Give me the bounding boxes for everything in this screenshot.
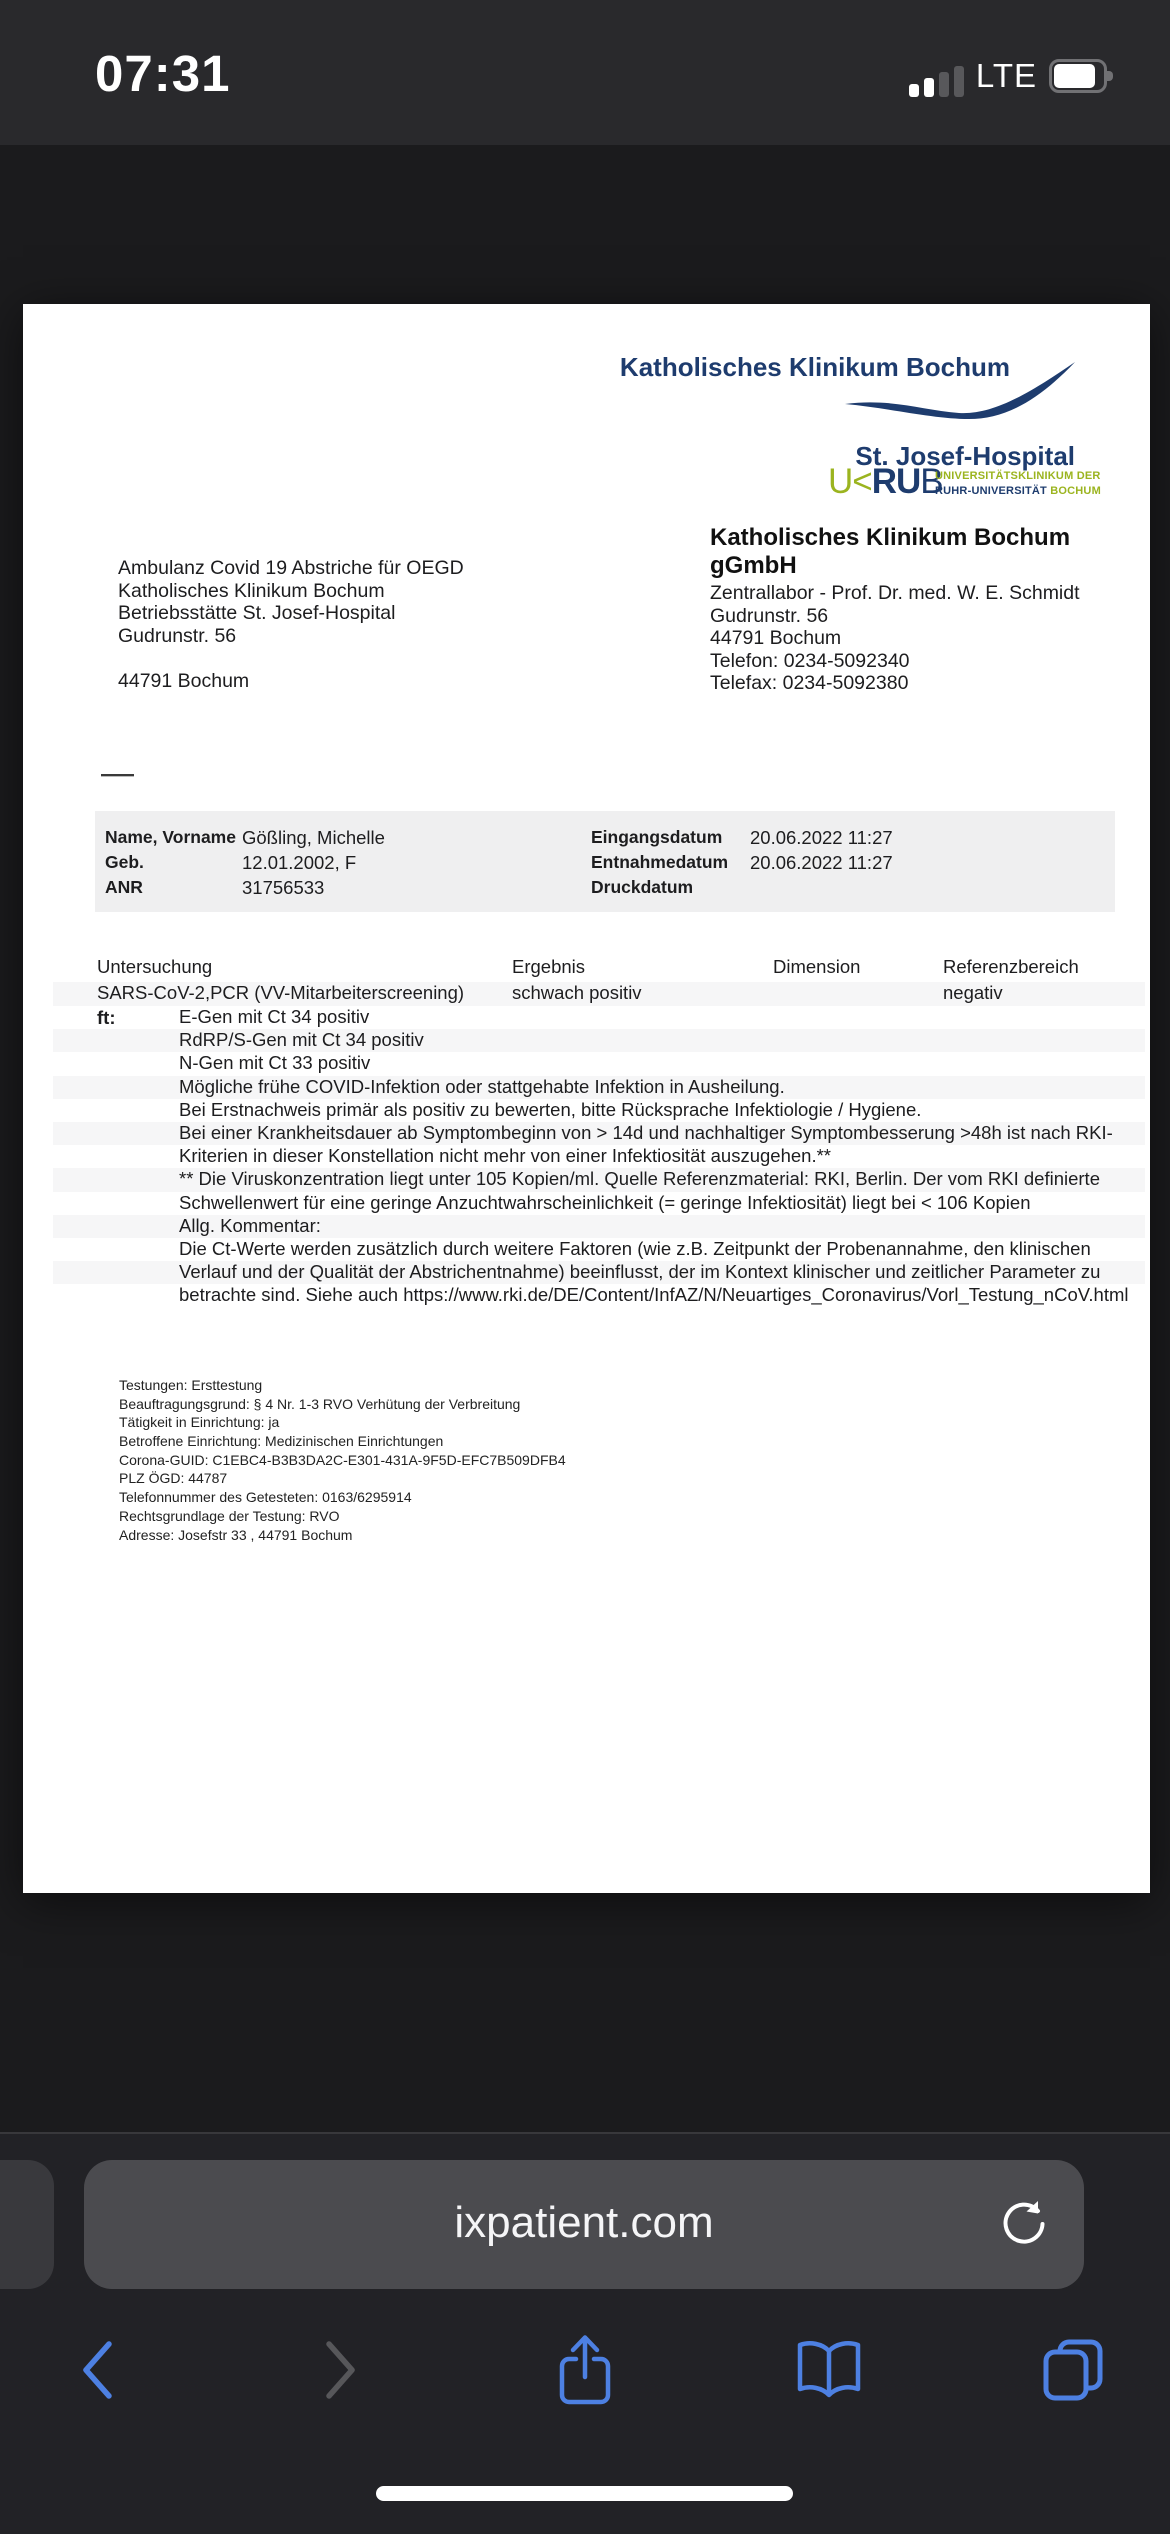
share-icon	[556, 2333, 614, 2407]
patient-label: ANR	[105, 877, 143, 897]
logo-swoosh-icon	[841, 358, 1079, 422]
hospital-name: St. Josef-Hospital	[855, 441, 1075, 471]
patient-label2: Entnahmedatum	[591, 852, 729, 872]
footnote-line: Mögliche frühe COVID-Infektion oder stattgehabte Infektion in Ausheilung.	[53, 1076, 1145, 1099]
col-untersuchung: Untersuchung	[97, 956, 213, 977]
footnote-line: Verlauf und der Qualität der Abstrichentnahme) beeinflusst, der im Kontext klinischer und zeitlicher Parameter zu	[53, 1261, 1145, 1284]
metadata-line: Telefonnummer des Getesteten: 0163/6295914	[119, 1489, 412, 1506]
patient-label: Geb.	[105, 852, 144, 872]
footnote-line: Schwellenwert für eine geringe Anzuchtwahrscheinlichkeit (= geringe Infektiosität) liegt bei < 106 Kopien	[179, 1191, 1031, 1213]
recipient-address-line: Ambulanz Covid 19 Abstriche für OEGD	[118, 557, 464, 579]
patient-row	[95, 852, 1115, 877]
previous-tab-sliver[interactable]	[0, 2160, 54, 2289]
cellular-signal-icon	[909, 55, 964, 97]
result-footnote-block	[53, 1006, 1145, 1307]
footnote-line: Die Ct-Werte werden zusätzlich durch weitere Faktoren (wie z.B. Zeitpunkt der Probenannahme, den klinischen	[179, 1237, 1091, 1259]
address-bar[interactable]	[84, 2160, 1084, 2289]
result-referenzbereich: negativ	[943, 982, 1003, 1003]
bookmarks-button[interactable]	[794, 2334, 864, 2406]
patient-value: 31756533	[242, 877, 325, 898]
metadata-line: Rechtsgrundlage der Testung: RVO	[119, 1507, 340, 1524]
col-referenzbereich: Referenzbereich	[943, 956, 1079, 977]
company-heading: Katholisches Klinikum Bochum gGmbH	[710, 524, 1071, 579]
metadata-line: Testungen: Ersttestung	[119, 1377, 263, 1393]
ukrub-logo-text: UNIVERSITÄTSKLINIKUM DER RUHR-UNIVERSITÄT BOCHUM	[935, 470, 1101, 497]
result-row	[53, 982, 1145, 1006]
patient-value2: 20.06.2022 11:27	[750, 852, 893, 873]
fold-mark	[101, 774, 134, 777]
back-button[interactable]	[62, 2334, 132, 2406]
network-type-label: LTE	[975, 57, 1037, 94]
lab-address-block	[710, 582, 1080, 695]
metadata-line: Adresse: Josefstr 33 , 44791 Bochum	[119, 1526, 353, 1543]
book-icon	[796, 2339, 862, 2401]
patient-value: 12.01.2002, F	[242, 852, 357, 873]
lab-address-line: Telefax: 0234-5092380	[710, 672, 909, 694]
footnote-line: RdRP/S-Gen mit Ct 34 positiv	[53, 1029, 1145, 1052]
url-text[interactable]: ixpatient.com	[454, 2198, 714, 2247]
safari-bottom-toolbar	[0, 2132, 1170, 2534]
metadata-line: Tätigkeit in Einrichtung: ja	[119, 1414, 280, 1431]
metadata-line: Betroffene Einrichtung: Medizinischen Einrichtungen	[119, 1433, 444, 1450]
footnote-line: Bei einer Krankheitsdauer ab Symptombeginn von > 14d und nachhaltiger Symptombesserung >48h ist nach RKI-	[53, 1122, 1145, 1145]
recipient-address-line	[118, 647, 464, 670]
patient-label2: Druckdatum	[591, 877, 694, 897]
chevron-left-icon	[86, 2344, 109, 2396]
lab-address-line: Zentrallabor - Prof. Dr. med. W. E. Schmidt	[710, 582, 1080, 604]
signal-bar-1	[909, 84, 919, 97]
metadata-line: Beauftragungsgrund: § 4 Nr. 1-3 RVO Verhütung der Verbreitung	[119, 1395, 521, 1412]
battery-icon	[1049, 59, 1115, 93]
col-ergebnis: Ergebnis	[512, 956, 586, 977]
signal-bar-4	[954, 66, 964, 97]
reload-icon[interactable]	[998, 2198, 1050, 2250]
footnote-line: N-Gen mit Ct 33 positiv	[179, 1052, 371, 1074]
patient-value2: 20.06.2022 11:27	[750, 827, 893, 848]
patient-label: Name, Vorname	[105, 827, 236, 847]
recipient-address-line: 44791 Bochum	[118, 669, 250, 692]
battery-fill	[1054, 64, 1095, 88]
footnote-line: E-Gen mit Ct 34 positiv	[179, 1006, 370, 1027]
footnote-label: ft:	[97, 1007, 116, 1028]
forward-button[interactable]	[306, 2334, 376, 2406]
result-ergebnis: schwach positiv	[512, 982, 642, 1003]
toolbar-buttons-row	[62, 2334, 1108, 2406]
tabs-icon	[1042, 2338, 1104, 2402]
recipient-address-line: Betriebsstätte St. Josef-Hospital	[118, 602, 396, 624]
patient-value: Gößling, Michelle	[242, 827, 385, 848]
clinic-logo-wordmark: Katholisches Klinikum Bochum	[619, 352, 1010, 382]
status-right-cluster	[909, 55, 1115, 97]
status-bar	[0, 0, 1170, 145]
col-dimension: Dimension	[773, 956, 861, 977]
pdf-document-page[interactable]	[23, 304, 1150, 1893]
test-metadata-block	[119, 1376, 566, 1544]
result-untersuchung: SARS-CoV-2,PCR (VV-Mitarbeiterscreening)	[97, 982, 465, 1003]
patient-info-box	[95, 811, 1115, 912]
footnote-line: Bei Erstnachweis primär als positiv zu bewerten, bitte Rücksprache Infektiologie / Hygiene.	[179, 1098, 922, 1120]
patient-row	[95, 877, 1115, 902]
tabs-button[interactable]	[1038, 2334, 1108, 2406]
recipient-address-block	[118, 557, 464, 692]
recipient-address-line: Katholisches Klinikum Bochum	[118, 579, 385, 602]
status-time: 07:31	[95, 45, 231, 102]
results-header-row	[23, 956, 1150, 980]
lab-address-line: 44791 Bochum	[710, 627, 842, 649]
lab-address-line: Gudrunstr. 56	[710, 604, 829, 627]
signal-bar-2	[924, 78, 934, 97]
patient-row	[95, 827, 1115, 852]
metadata-line: Corona-GUID: C1EBC4-B3B3DA2C-E301-431A-9F5D-EFC7B509DFB4	[119, 1451, 566, 1468]
ukrub-logo: U<RUB	[828, 462, 943, 501]
signal-bar-3	[939, 72, 949, 97]
ukrub-uk: U<	[828, 462, 872, 501]
recipient-address-line: Gudrunstr. 56	[118, 624, 237, 647]
battery-nub	[1107, 71, 1113, 81]
footnote-line: Allg. Kommentar:	[53, 1215, 1145, 1238]
home-indicator[interactable]	[376, 2486, 793, 2501]
footnote-line: Kriterien in dieser Konstellation nicht mehr von einer Infektiosität auszugehen.**	[179, 1145, 831, 1167]
footnote-line: betrachte sind. Siehe auch https://www.rki.de/DE/Content/InfAZ/N/Neuartiges_Coronavirus/Vorl_Testung_nCoV.html	[179, 1284, 1129, 1306]
chevron-right-icon	[329, 2344, 352, 2396]
lab-address-line: Telefon: 0234-5092340	[710, 649, 910, 672]
share-button[interactable]	[550, 2334, 620, 2406]
patient-label2: Eingangsdatum	[591, 827, 723, 847]
footnote-line: ** Die Viruskonzentration liegt unter 105 Kopien/ml. Quelle Referenzmaterial: RKI, Berlin. Der vom RKI definierte	[53, 1168, 1145, 1191]
metadata-line: PLZ ÖGD: 44787	[119, 1470, 228, 1487]
